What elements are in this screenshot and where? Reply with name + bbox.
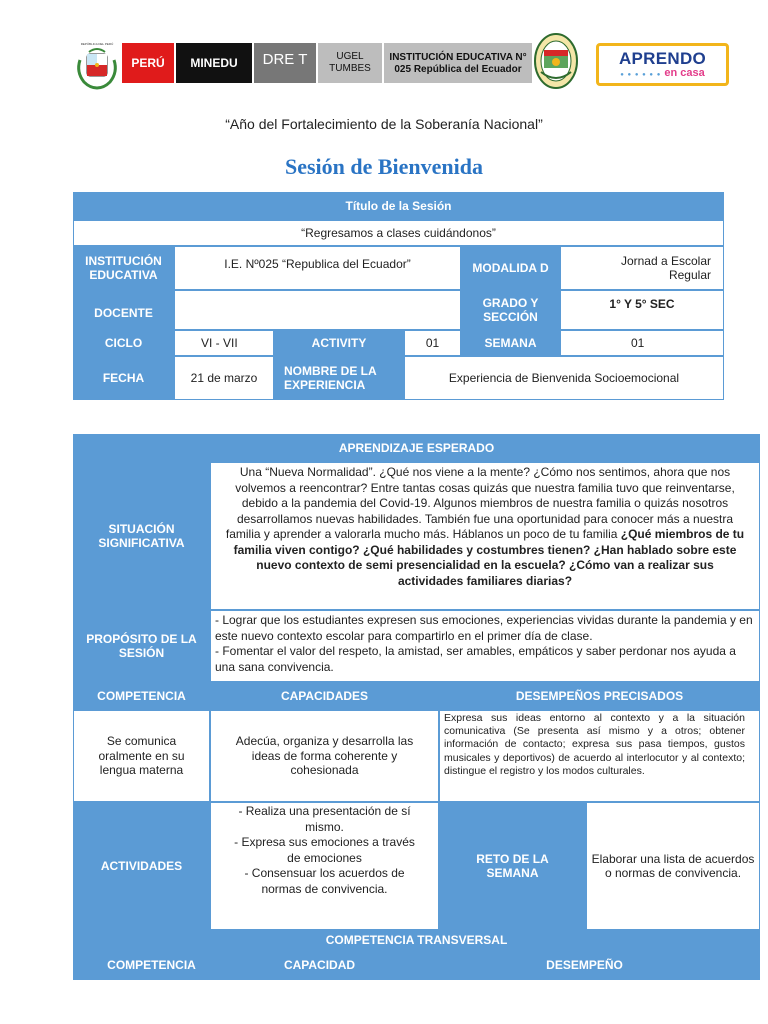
- proposito-item-2: - Fomentar el valor del respeto, la amistad, ser amables, empáticos y saber perdonar nos ayuda a una sana convivencia.: [215, 644, 736, 674]
- proposito-item-1: - Lograr que los estudiantes expresen sus emociones, experiencias vividas durante la pandemia y en este nuevo contexto escolar para compartirlo en el primer día de clase.: [215, 613, 753, 643]
- modalidad-label: MODALIDA D: [461, 246, 560, 290]
- docente-label: DOCENTE: [73, 290, 174, 330]
- fecha-value: 21 de marzo: [174, 356, 274, 400]
- semana-value: 01: [560, 330, 724, 356]
- year-motto: “Año del Fortalecimiento de la Soberanía Nacional”: [225, 116, 543, 132]
- grado-value: 1° Y 5° SEC: [560, 290, 724, 330]
- reto-value: Elaborar una lista de acuerdos o normas de convivencia.: [586, 802, 760, 930]
- competencia-value: Se comunica oralmente en su lengua materna: [73, 710, 210, 802]
- page-title: Sesión de Bienvenida: [284, 154, 484, 179]
- grado-label: GRADO Y SECCIÓN: [461, 290, 560, 330]
- dre-badge: DRE T: [254, 43, 316, 83]
- actividades-cell: [210, 802, 439, 930]
- activity-label: ACTIVITY: [274, 330, 404, 356]
- peru-badge: PERÚ: [122, 43, 174, 83]
- situacion-text: Una “Nueva Normalidad”. ¿Qué nos viene a la mente? ¿Cómo nos sentimos, ahora que nos volvemos a reencontrar? Entre tantas cosas quizás que nuestra familia tuvo que reinventarse, debido a la pandemia del Covid-19. Algunos miembros de nuestra familia o quizás nosotros desarrollamos nuevas habilidades. También fue una oportunidad para conocer más a nuestra familia y aprender a valorarla mucho más. Háblanos un poco de tu familia: [225, 465, 735, 541]
- capacidades-header: CAPACIDADES: [210, 682, 439, 710]
- aprendo-logo-text: APRENDO: [618, 49, 707, 68]
- situacion-questions: ¿Qué miembros de tu familia viven contigo? ¿Qué habilidades y costumbres tienen? ¿Han hablado sobre este nuevo contexto de semi presencialidad en la escuela? ¿Cómo van a realizar sus actividades familiares diarias?: [233, 527, 745, 588]
- aprendo-en-casa-logo: [596, 43, 729, 86]
- docente-value: [174, 290, 461, 330]
- ie-value: I.E. Nº025 “Republica del Ecuador”: [174, 246, 461, 290]
- competencia-header: COMPETENCIA: [73, 682, 210, 710]
- session-title-label: Título de la Sesión: [73, 192, 724, 220]
- school-logo: [533, 32, 579, 90]
- activity-value: 01: [404, 330, 461, 356]
- capacidades-value: Adecúa, organiza y desarrolla las ideas de forma coherente y cohesionada: [210, 710, 439, 802]
- transversal-capacidad-header: CAPACIDAD: [230, 950, 409, 980]
- transversal-desempeno-header: DESEMPEÑO: [409, 950, 760, 980]
- ie-label: INSTITUCIÓN EDUCATIVA: [73, 246, 174, 290]
- transversal-header: COMPETENCIA TRANSVERSAL: [73, 930, 760, 950]
- desempenos-header: DESEMPEÑOS PRECISADOS: [439, 682, 760, 710]
- crest-caption: REPÚBLICA DEL PERÚ: [80, 42, 114, 46]
- peru-coat-of-arms: [74, 42, 120, 90]
- semana-label: SEMANA: [461, 330, 560, 356]
- session-title-value: “Regresamos a clases cuidándonos”: [73, 220, 724, 246]
- actividad-item-3: - Consensuar los acuerdos de normas de convivencia.: [244, 866, 405, 896]
- situacion-label: SITUACIÓN SIGNIFICATIVA: [73, 462, 210, 610]
- transversal-competencia-header: COMPETENCIA: [73, 950, 230, 980]
- proposito-label: PROPÓSITO DE LA SESIÓN: [73, 610, 210, 682]
- situacion-text-cell: [210, 462, 760, 610]
- ugel-badge: UGEL TUMBES: [318, 43, 382, 83]
- ciclo-label: CICLO: [73, 330, 174, 356]
- actividades-label: ACTIVIDADES: [73, 802, 210, 930]
- ciclo-value: VI - VII: [174, 330, 274, 356]
- reto-label: RETO DE LA SEMANA: [439, 802, 586, 930]
- institution-badge: INSTITUCIÓN EDUCATIVA N° 025 República del Ecuador: [384, 43, 532, 83]
- modalidad-value: Jornad a Escolar Regular: [560, 246, 724, 290]
- fecha-label: FECHA: [73, 356, 174, 400]
- minedu-badge: MINEDU: [176, 43, 252, 83]
- aprendizaje-header: APRENDIZAJE ESPERADO: [73, 434, 760, 462]
- actividad-item-2: - Expresa sus emociones a través de emociones: [234, 835, 415, 865]
- aprendo-logo-en-casa: en casa: [664, 67, 705, 79]
- experiencia-label: NOMBRE DE LA EXPERIENCIA: [274, 356, 404, 400]
- desempenos-value: Expresa sus ideas entorno al contexto y a la situación comunicativa (Se presenta así mismo y a otros; obtener información de contacto; expresa sus pasa tiempos, gustos musicales y deportivos) de acuerdo al interlocutor y al contexto; distingue el registro y los modos culturales.: [439, 710, 760, 802]
- aprendo-logo-dots: ● ● ● ● ● ●: [620, 72, 662, 78]
- experiencia-value: Experiencia de Bienvenida Socioemocional: [404, 356, 724, 400]
- proposito-cell: [210, 610, 760, 682]
- actividad-item-1: - Realiza una presentación de sí mismo.: [238, 804, 411, 834]
